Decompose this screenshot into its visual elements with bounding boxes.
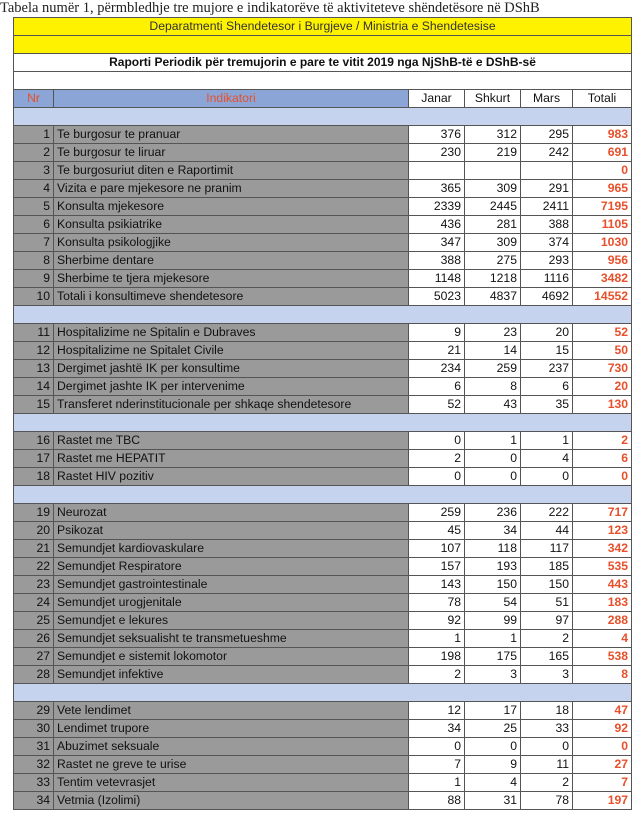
row-total: 956 bbox=[573, 252, 632, 270]
report-title-row bbox=[14, 54, 632, 72]
row-mar: 44 bbox=[521, 522, 573, 540]
row-feb: 34 bbox=[465, 522, 521, 540]
row-indicator: Konsulta psikiatrike bbox=[54, 216, 409, 234]
row-feb: 1218 bbox=[465, 270, 521, 288]
row-total: 183 bbox=[573, 594, 632, 612]
row-number: 16 bbox=[14, 432, 54, 450]
row-number: 10 bbox=[14, 288, 54, 306]
row-total: 538 bbox=[573, 648, 632, 666]
row-total: 20 bbox=[573, 378, 632, 396]
table-row bbox=[14, 666, 632, 684]
row-mar: 117 bbox=[521, 540, 573, 558]
row-jan: 376 bbox=[409, 126, 465, 144]
row-jan: 234 bbox=[409, 360, 465, 378]
row-total: 52 bbox=[573, 324, 632, 342]
row-indicator: Vizita e pare mjekesore ne pranim bbox=[54, 180, 409, 198]
row-number: 21 bbox=[14, 540, 54, 558]
row-feb: 8 bbox=[465, 378, 521, 396]
row-jan: 5023 bbox=[409, 288, 465, 306]
row-jan: 0 bbox=[409, 432, 465, 450]
row-indicator: Semundjet e sistemit lokomotor bbox=[54, 648, 409, 666]
row-jan: 2 bbox=[409, 666, 465, 684]
row-number: 26 bbox=[14, 630, 54, 648]
row-mar: 291 bbox=[521, 180, 573, 198]
row-mar: 185 bbox=[521, 558, 573, 576]
row-feb: 1 bbox=[465, 630, 521, 648]
row-number: 4 bbox=[14, 180, 54, 198]
table-row bbox=[14, 126, 632, 144]
row-total: 2 bbox=[573, 432, 632, 450]
group-separator bbox=[14, 108, 632, 126]
row-mar: 374 bbox=[521, 234, 573, 252]
row-mar: 222 bbox=[521, 504, 573, 522]
row-number: 5 bbox=[14, 198, 54, 216]
table-row bbox=[14, 360, 632, 378]
report-title: Raporti Periodik për tremujorin e pare te vitit 2019 nga NjShB-të e DShB-së bbox=[14, 54, 632, 72]
row-mar: 78 bbox=[521, 792, 573, 810]
row-feb: 4 bbox=[465, 774, 521, 792]
row-indicator: Rastet ne greve te urise bbox=[54, 756, 409, 774]
row-indicator: Te burgosur te liruar bbox=[54, 144, 409, 162]
row-feb: 193 bbox=[465, 558, 521, 576]
group-separator bbox=[14, 486, 632, 504]
row-jan: 52 bbox=[409, 396, 465, 414]
row-indicator: Konsulta psikologjike bbox=[54, 234, 409, 252]
row-mar: 33 bbox=[521, 720, 573, 738]
row-number: 18 bbox=[14, 468, 54, 486]
row-feb: 23 bbox=[465, 324, 521, 342]
row-mar: 97 bbox=[521, 612, 573, 630]
table-caption: Tabela numër 1, përmbledhje tre mujore e indikatorëve të aktiviteteve shëndetësore në DShB bbox=[0, 0, 540, 16]
row-number: 7 bbox=[14, 234, 54, 252]
row-feb: 236 bbox=[465, 504, 521, 522]
row-mar: 6 bbox=[521, 378, 573, 396]
row-indicator: Semundjet infektive bbox=[54, 666, 409, 684]
row-feb: 309 bbox=[465, 234, 521, 252]
row-feb: 25 bbox=[465, 720, 521, 738]
row-number: 22 bbox=[14, 558, 54, 576]
indicators-table bbox=[13, 17, 632, 810]
row-feb: 312 bbox=[465, 126, 521, 144]
row-mar: 4 bbox=[521, 450, 573, 468]
row-total: 965 bbox=[573, 180, 632, 198]
row-total: 130 bbox=[573, 396, 632, 414]
row-mar: 0 bbox=[521, 738, 573, 756]
row-mar: 20 bbox=[521, 324, 573, 342]
row-feb: 118 bbox=[465, 540, 521, 558]
row-indicator: Semundjet seksualisht te transmetueshme bbox=[54, 630, 409, 648]
row-number: 27 bbox=[14, 648, 54, 666]
row-jan: 78 bbox=[409, 594, 465, 612]
row-jan: 2339 bbox=[409, 198, 465, 216]
row-total: 7195 bbox=[573, 198, 632, 216]
row-total: 983 bbox=[573, 126, 632, 144]
row-mar: 18 bbox=[521, 702, 573, 720]
row-number: 12 bbox=[14, 342, 54, 360]
row-jan: 9 bbox=[409, 324, 465, 342]
row-feb: 31 bbox=[465, 792, 521, 810]
row-indicator: Abuzimet seksuale bbox=[54, 738, 409, 756]
row-jan: 259 bbox=[409, 504, 465, 522]
row-number: 34 bbox=[14, 792, 54, 810]
spacer-row bbox=[14, 72, 632, 90]
row-mar: 4692 bbox=[521, 288, 573, 306]
table-row bbox=[14, 738, 632, 756]
row-jan: 2 bbox=[409, 450, 465, 468]
row-total: 0 bbox=[573, 738, 632, 756]
row-indicator: Semundjet e lekures bbox=[54, 612, 409, 630]
row-feb: 150 bbox=[465, 576, 521, 594]
row-number: 33 bbox=[14, 774, 54, 792]
table-row bbox=[14, 756, 632, 774]
row-total: 0 bbox=[573, 468, 632, 486]
row-number: 28 bbox=[14, 666, 54, 684]
row-indicator: Te burgosur te pranuar bbox=[54, 126, 409, 144]
table-row bbox=[14, 612, 632, 630]
row-total: 0 bbox=[573, 162, 632, 180]
row-feb: 99 bbox=[465, 612, 521, 630]
row-jan: 34 bbox=[409, 720, 465, 738]
row-total: 342 bbox=[573, 540, 632, 558]
row-indicator: Hospitalizime ne Spitalet Civile bbox=[54, 342, 409, 360]
row-indicator: Hospitalizime ne Spitalin e Dubraves bbox=[54, 324, 409, 342]
table-row bbox=[14, 522, 632, 540]
row-mar: 1 bbox=[521, 432, 573, 450]
row-total: 4 bbox=[573, 630, 632, 648]
row-feb: 17 bbox=[465, 702, 521, 720]
table-row bbox=[14, 576, 632, 594]
row-total: 123 bbox=[573, 522, 632, 540]
row-indicator: Semundjet urogjenitale bbox=[54, 594, 409, 612]
row-total: 717 bbox=[573, 504, 632, 522]
row-indicator: Semundjet gastrointestinale bbox=[54, 576, 409, 594]
row-indicator: Dergimet jashtë IK per konsultime bbox=[54, 360, 409, 378]
table-row bbox=[14, 396, 632, 414]
row-feb: 1 bbox=[465, 432, 521, 450]
table-row bbox=[14, 342, 632, 360]
row-indicator: Rastet HIV pozitiv bbox=[54, 468, 409, 486]
row-feb bbox=[465, 162, 521, 180]
row-indicator: Sherbime te tjera mjekesore bbox=[54, 270, 409, 288]
row-number: 30 bbox=[14, 720, 54, 738]
row-mar: 0 bbox=[521, 468, 573, 486]
row-jan: 1 bbox=[409, 774, 465, 792]
row-jan: 347 bbox=[409, 234, 465, 252]
group-separator bbox=[14, 684, 632, 702]
row-indicator: Semundjet kardiovaskulare bbox=[54, 540, 409, 558]
row-jan: 365 bbox=[409, 180, 465, 198]
row-jan: 157 bbox=[409, 558, 465, 576]
row-mar: 293 bbox=[521, 252, 573, 270]
row-feb: 281 bbox=[465, 216, 521, 234]
row-feb: 3 bbox=[465, 666, 521, 684]
row-number: 17 bbox=[14, 450, 54, 468]
table-row bbox=[14, 594, 632, 612]
row-indicator: Konsulta mjekesore bbox=[54, 198, 409, 216]
row-total: 443 bbox=[573, 576, 632, 594]
row-indicator: Psikozat bbox=[54, 522, 409, 540]
row-indicator: Semundjet Respiratore bbox=[54, 558, 409, 576]
table-row bbox=[14, 198, 632, 216]
row-feb: 309 bbox=[465, 180, 521, 198]
row-mar: 35 bbox=[521, 396, 573, 414]
row-mar: 150 bbox=[521, 576, 573, 594]
row-number: 2 bbox=[14, 144, 54, 162]
row-feb: 2445 bbox=[465, 198, 521, 216]
row-jan: 21 bbox=[409, 342, 465, 360]
row-jan: 1 bbox=[409, 630, 465, 648]
row-jan: 1148 bbox=[409, 270, 465, 288]
row-indicator: Neurozat bbox=[54, 504, 409, 522]
header-feb: Shkurt bbox=[465, 90, 521, 108]
row-total: 730 bbox=[573, 360, 632, 378]
row-total: 7 bbox=[573, 774, 632, 792]
header-row bbox=[14, 90, 632, 108]
row-total: 535 bbox=[573, 558, 632, 576]
row-total: 197 bbox=[573, 792, 632, 810]
table-row bbox=[14, 252, 632, 270]
row-jan bbox=[409, 162, 465, 180]
row-mar: 295 bbox=[521, 126, 573, 144]
row-feb: 175 bbox=[465, 648, 521, 666]
row-number: 29 bbox=[14, 702, 54, 720]
spacer-row bbox=[14, 36, 632, 54]
table-row bbox=[14, 270, 632, 288]
row-number: 24 bbox=[14, 594, 54, 612]
row-total: 92 bbox=[573, 720, 632, 738]
row-number: 1 bbox=[14, 126, 54, 144]
row-jan: 230 bbox=[409, 144, 465, 162]
table-row bbox=[14, 234, 632, 252]
row-feb: 54 bbox=[465, 594, 521, 612]
row-indicator: Totali i konsultimeve shendetesore bbox=[54, 288, 409, 306]
row-feb: 43 bbox=[465, 396, 521, 414]
department-row bbox=[14, 18, 632, 36]
table-row bbox=[14, 630, 632, 648]
row-jan: 0 bbox=[409, 468, 465, 486]
row-indicator: Tentim vetevrasjet bbox=[54, 774, 409, 792]
row-feb: 219 bbox=[465, 144, 521, 162]
row-total: 14552 bbox=[573, 288, 632, 306]
row-total: 1105 bbox=[573, 216, 632, 234]
row-number: 14 bbox=[14, 378, 54, 396]
row-mar bbox=[521, 162, 573, 180]
row-mar: 15 bbox=[521, 342, 573, 360]
header-nr: Nr bbox=[14, 90, 54, 108]
row-jan: 6 bbox=[409, 378, 465, 396]
table-row bbox=[14, 468, 632, 486]
row-number: 13 bbox=[14, 360, 54, 378]
row-mar: 1116 bbox=[521, 270, 573, 288]
row-jan: 436 bbox=[409, 216, 465, 234]
row-mar: 2411 bbox=[521, 198, 573, 216]
table-row bbox=[14, 450, 632, 468]
table-row bbox=[14, 162, 632, 180]
row-feb: 4837 bbox=[465, 288, 521, 306]
table-row bbox=[14, 720, 632, 738]
row-mar: 242 bbox=[521, 144, 573, 162]
table-row bbox=[14, 540, 632, 558]
row-indicator: Lendimet trupore bbox=[54, 720, 409, 738]
table-row bbox=[14, 144, 632, 162]
row-jan: 0 bbox=[409, 738, 465, 756]
row-mar: 3 bbox=[521, 666, 573, 684]
row-feb: 9 bbox=[465, 756, 521, 774]
row-indicator: Dergimet jashte IK per intervenime bbox=[54, 378, 409, 396]
header-mar: Mars bbox=[521, 90, 573, 108]
table-row bbox=[14, 792, 632, 810]
row-feb: 0 bbox=[465, 468, 521, 486]
row-indicator: Rastet me TBC bbox=[54, 432, 409, 450]
row-number: 25 bbox=[14, 612, 54, 630]
table-row bbox=[14, 378, 632, 396]
table-row bbox=[14, 558, 632, 576]
row-number: 11 bbox=[14, 324, 54, 342]
header-total: Totali bbox=[573, 90, 632, 108]
row-feb: 14 bbox=[465, 342, 521, 360]
group-separator bbox=[14, 414, 632, 432]
row-jan: 388 bbox=[409, 252, 465, 270]
department-name: Deparatmenti Shendetesor i Burgjeve / Ministria e Shendetesise bbox=[14, 18, 632, 36]
row-indicator: Vete lendimet bbox=[54, 702, 409, 720]
group-separator bbox=[14, 306, 632, 324]
table-row bbox=[14, 432, 632, 450]
row-mar: 388 bbox=[521, 216, 573, 234]
row-number: 23 bbox=[14, 576, 54, 594]
table-row bbox=[14, 216, 632, 234]
table-row bbox=[14, 180, 632, 198]
header-jan: Janar bbox=[409, 90, 465, 108]
table-row bbox=[14, 702, 632, 720]
row-indicator: Transferet nderinstitucionale per shkaqe shendetesore bbox=[54, 396, 409, 414]
row-total: 288 bbox=[573, 612, 632, 630]
row-jan: 107 bbox=[409, 540, 465, 558]
table-row bbox=[14, 774, 632, 792]
row-feb: 0 bbox=[465, 450, 521, 468]
table-row bbox=[14, 324, 632, 342]
row-mar: 237 bbox=[521, 360, 573, 378]
row-total: 50 bbox=[573, 342, 632, 360]
row-mar: 165 bbox=[521, 648, 573, 666]
row-indicator: Sherbime dentare bbox=[54, 252, 409, 270]
row-number: 32 bbox=[14, 756, 54, 774]
row-total: 47 bbox=[573, 702, 632, 720]
row-indicator: Vetmia (Izolimi) bbox=[54, 792, 409, 810]
row-jan: 88 bbox=[409, 792, 465, 810]
row-mar: 2 bbox=[521, 630, 573, 648]
row-indicator: Rastet me HEPATIT bbox=[54, 450, 409, 468]
row-jan: 7 bbox=[409, 756, 465, 774]
row-jan: 92 bbox=[409, 612, 465, 630]
row-number: 3 bbox=[14, 162, 54, 180]
row-mar: 2 bbox=[521, 774, 573, 792]
row-mar: 11 bbox=[521, 756, 573, 774]
row-mar: 51 bbox=[521, 594, 573, 612]
row-jan: 45 bbox=[409, 522, 465, 540]
table-row bbox=[14, 288, 632, 306]
row-indicator: Te burgosuriut diten e Raportimit bbox=[54, 162, 409, 180]
row-jan: 198 bbox=[409, 648, 465, 666]
row-number: 9 bbox=[14, 270, 54, 288]
row-number: 20 bbox=[14, 522, 54, 540]
row-total: 1030 bbox=[573, 234, 632, 252]
row-feb: 275 bbox=[465, 252, 521, 270]
row-total: 691 bbox=[573, 144, 632, 162]
row-total: 6 bbox=[573, 450, 632, 468]
table-row bbox=[14, 504, 632, 522]
row-feb: 0 bbox=[465, 738, 521, 756]
row-number: 19 bbox=[14, 504, 54, 522]
row-total: 27 bbox=[573, 756, 632, 774]
row-jan: 12 bbox=[409, 702, 465, 720]
row-feb: 259 bbox=[465, 360, 521, 378]
table-row bbox=[14, 648, 632, 666]
header-indicator: Indikatori bbox=[54, 90, 409, 108]
row-total: 3482 bbox=[573, 270, 632, 288]
row-number: 6 bbox=[14, 216, 54, 234]
row-total: 8 bbox=[573, 666, 632, 684]
row-number: 15 bbox=[14, 396, 54, 414]
row-number: 8 bbox=[14, 252, 54, 270]
row-number: 31 bbox=[14, 738, 54, 756]
row-jan: 143 bbox=[409, 576, 465, 594]
